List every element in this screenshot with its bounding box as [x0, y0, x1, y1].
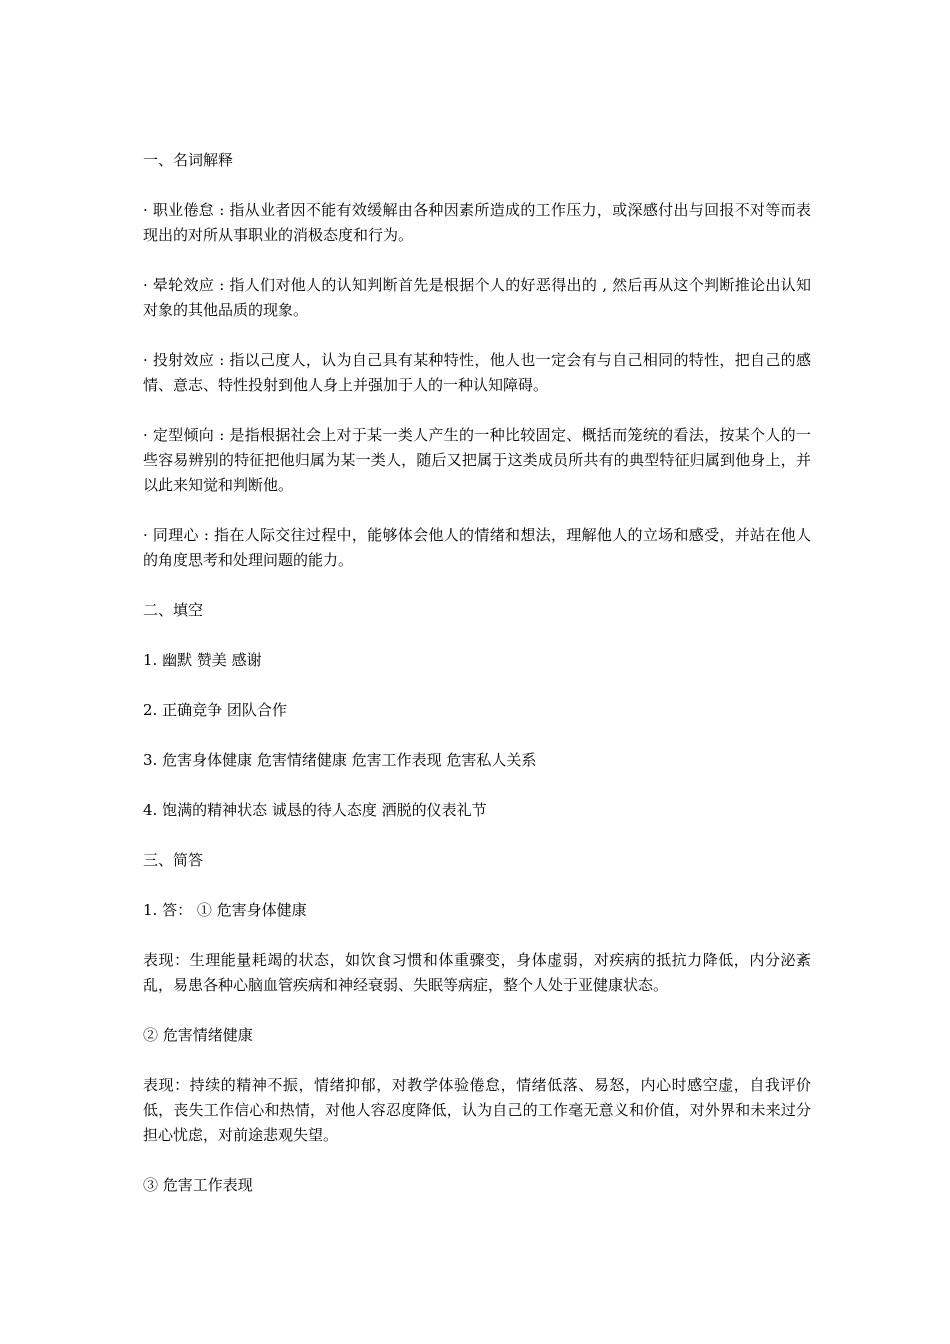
definition-stereotype: · 定型倾向 : 是指根据社会上对于某一类人产生的一种比较固定、概括而笼统的看法，按某个人的一些容易辨别的特征把他归属为某一类人，随后又把属于这类成员所共有的典型特征归属到他身上，并以此来知觉和判断他。: [143, 426, 811, 494]
short-answer-1-title: 1. 答： ① 危害身体健康: [143, 901, 307, 919]
section-heading-definitions: 一、名词解释: [143, 151, 234, 169]
fill-answer-1: 1. 幽默 赞美 感谢: [143, 651, 262, 669]
section-heading-fill-blank: 二、填空: [143, 601, 204, 619]
fill-answer-4: 4. 饱满的精神状态 诚恳的待人态度 洒脱的仪表礼节: [143, 801, 487, 819]
definition-projection-effect: · 投射效应 : 指以己度人，认为自己具有某种特性，他人也一定会有与自己相同的特性，把自己的感情、意志、特性投射到他人身上并强加于人的一种认知障碍。: [143, 351, 811, 394]
definition-empathy: · 同理心 : 指在人际交往过程中，能够体会他人的情绪和想法，理解他人的立场和感受，并站在他人的角度思考和处理问题的能力。: [143, 526, 811, 569]
short-answer-1-physical-desc: 表现：生理能量耗竭的状态，如饮食习惯和体重骤变，身体虚弱，对疾病的抵抗力降低，内分泌紊乱，易患各种心脑血管疾病和神经衰弱、失眠等病症，整个人处于亚健康状态。: [143, 951, 811, 994]
short-answer-1-emotional-desc: 表现：持续的精神不振，情绪抑郁，对教学体验倦怠，情绪低落、易怒，内心时感空虚，自我评价低，丧失工作信心和热情，对他人容忍度降低，认为自己的工作毫无意义和价值，对外界和未来过分担心忧虑，对前途悲观失望。: [143, 1076, 811, 1144]
definition-burnout: · 职业倦怠 : 指从业者因不能有效缓解由各种因素所造成的工作压力，或深感付出与回报不对等而表现出的对所从事职业的消极态度和行为。: [143, 201, 811, 244]
definition-halo-effect: · 晕轮效应 : 指人们对他人的认知判断首先是根据个人的好恶得出的 , 然后再从这个判断推论出认知对象的其他品质的现象。: [143, 276, 811, 319]
document-body: [143, 148, 811, 1223]
short-answer-1-sub2: ② 危害情绪健康: [143, 1026, 253, 1044]
fill-answer-3: 3. 危害身体健康 危害情绪健康 危害工作表现 危害私人关系: [143, 751, 537, 769]
section-heading-short-answer: 三、简答: [143, 851, 204, 869]
short-answer-1-sub3: ③ 危害工作表现: [143, 1176, 253, 1194]
fill-answer-2: 2. 正确竞争 团队合作: [143, 701, 287, 719]
